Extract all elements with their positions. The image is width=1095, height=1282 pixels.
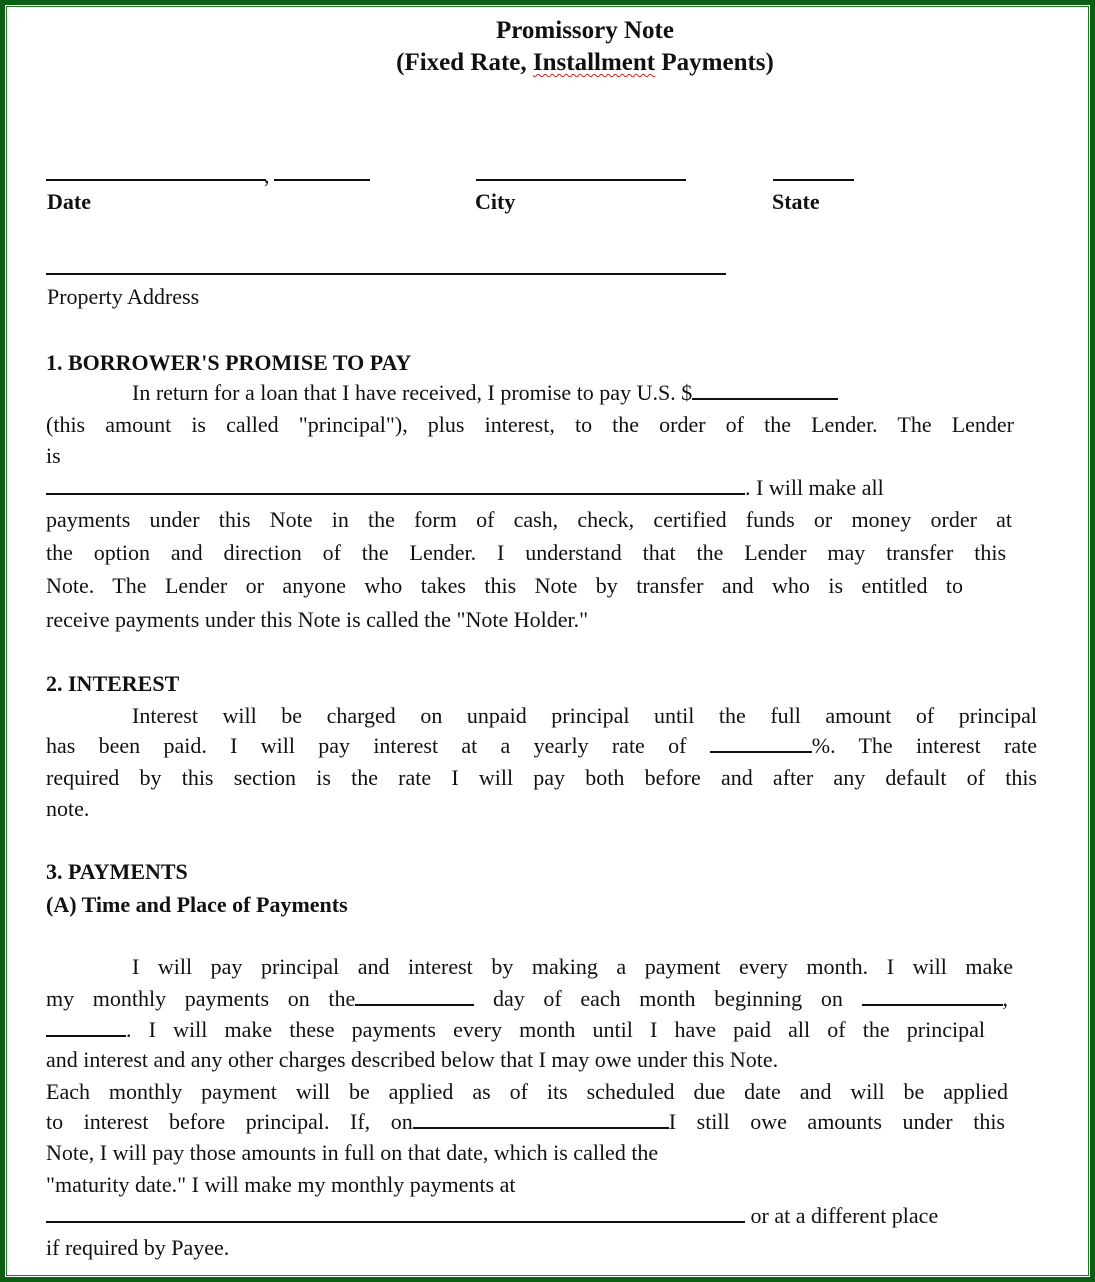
paragraph-line: I will pay principal and interest by making a payment every month. I will make <box>132 954 1013 979</box>
year-blank[interactable] <box>274 179 370 181</box>
text: or at a different place <box>745 1203 939 1228</box>
paragraph-line: Interest will be charged on unpaid principal until the full amount of principal <box>132 703 1037 728</box>
paragraph-line: required by this section is the rate I will pay both before and after any default of this <box>46 765 1037 790</box>
section2-heading: 2. INTEREST <box>46 671 180 696</box>
paragraph-line: is <box>46 443 61 468</box>
payment-place-blank[interactable] <box>46 1220 745 1223</box>
text: has been paid. I will pay interest at a yearly rate of <box>46 733 687 758</box>
paragraph-line: payments under this Note in the form of cash, check, certified funds or money order at <box>46 507 1012 532</box>
paragraph-line: note. <box>46 796 90 821</box>
date-blank[interactable] <box>46 179 266 181</box>
paragraph-line: the option and direction of the Lender. I understand that the Lender may transfer this <box>46 540 1006 565</box>
paragraph-line: (this amount is called "principal"), plus interest, to the order of the Lender. The Lender <box>46 412 1014 437</box>
subtitle-text: (Fixed Rate, <box>396 49 533 76</box>
text: . I will make all <box>745 475 884 500</box>
text: %. The interest rate <box>811 733 1037 758</box>
city-blank[interactable] <box>476 179 686 181</box>
principal-amount-blank[interactable] <box>692 397 838 400</box>
city-label: City <box>475 189 516 214</box>
paragraph-line <box>46 1107 1005 1137</box>
paragraph-line <box>46 1201 938 1231</box>
spellcheck-word: Installment <box>532 49 656 76</box>
property-address-blank[interactable] <box>46 273 726 275</box>
section1-heading: 1. BORROWER'S PROMISE TO PAY <box>46 350 412 375</box>
subtitle-text: Payments) <box>655 49 774 76</box>
state-blank[interactable] <box>773 179 854 181</box>
text: I still owe amounts under this <box>668 1109 1005 1134</box>
paragraph-line <box>46 984 1008 1014</box>
start-year-blank[interactable] <box>46 1034 126 1037</box>
text: In return for a loan that I have received, I promise to pay U.S. $ <box>132 380 693 405</box>
paragraph-line <box>46 731 1037 761</box>
text: . I will make these payments every month until I have paid all of the principal <box>126 1017 985 1042</box>
text: , <box>1002 986 1009 1011</box>
interest-rate-blank[interactable] <box>710 750 812 753</box>
date-label: Date <box>47 189 91 214</box>
text: day of each month beginning on <box>492 986 843 1011</box>
paragraph-line <box>132 378 838 408</box>
paragraph-line: Each monthly payment will be applied as of its scheduled due date and will be applied <box>46 1079 1008 1104</box>
paragraph-line: Note, I will pay those amounts in full on that date, which is called the <box>46 1140 659 1165</box>
paragraph-line <box>46 473 884 503</box>
section3a-subheading: (A) Time and Place of Payments <box>46 892 348 917</box>
property-address-label: Property Address <box>47 284 200 309</box>
payment-day-blank[interactable] <box>355 1003 474 1006</box>
paragraph-line: if required by Payee. <box>46 1235 230 1260</box>
paragraph-line <box>46 1015 985 1045</box>
maturity-date-blank[interactable] <box>413 1126 669 1129</box>
state-label: State <box>772 189 820 214</box>
section3-heading: 3. PAYMENTS <box>46 859 188 884</box>
date-separator: , <box>264 163 270 188</box>
text: to interest before principal. If, on <box>46 1109 413 1134</box>
document-subtitle <box>0 47 1095 79</box>
start-date-blank[interactable] <box>862 1003 1003 1006</box>
paragraph-line: receive payments under this Note is called the "Note Holder." <box>46 607 589 632</box>
document-title: Promissory Note <box>496 17 674 44</box>
paragraph-line: and interest and any other charges described below that I may owe under this Note. <box>46 1047 779 1072</box>
text: my monthly payments on the <box>46 986 356 1011</box>
paragraph-line: Note. The Lender or anyone who takes this Note by transfer and who is entitled to <box>46 573 963 598</box>
paragraph-line: "maturity date." I will make my monthly payments at <box>46 1172 516 1197</box>
lender-name-blank[interactable] <box>46 492 745 495</box>
